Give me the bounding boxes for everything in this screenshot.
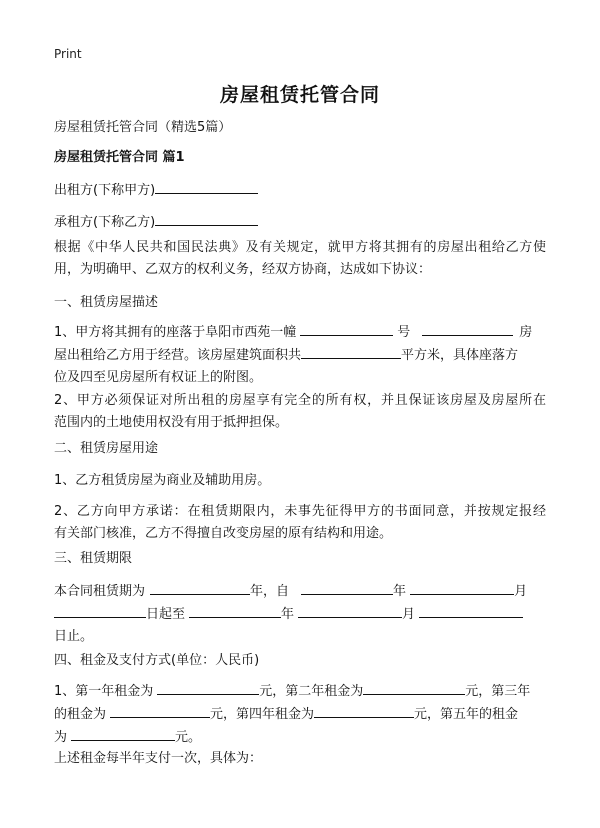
rent-text-third: 元，第三年 [465,684,531,699]
lease-term-line-1 [54,580,546,603]
clause-1-2-line-1: 2、甲方必须保证对所出租的房屋享有完全的所有权，并且保证该房屋及房屋所在 [54,393,546,408]
room-blank [422,321,513,336]
term-years-blank [150,580,250,595]
rent-line-3 [54,726,546,749]
clause-1-1-text-c: 房 [519,325,533,340]
clause-1-2-line-2: 范围内的土地使用权没有用于抵押担保。 [54,415,289,430]
year-2-rent-blank [363,680,465,695]
rent-text-c: 为 [54,730,68,745]
intro-paragraph [54,237,546,281]
rent-text-b: 的租金为 [54,707,107,722]
lease-term-month: 月 [514,584,528,599]
payment-terms: 上述租金每半年支付一次，具体为： [54,751,263,766]
clause-1-1-text-a: 1、甲方将其拥有的座落于阜阳市西苑一幢 [54,325,297,340]
clause-1-1 [54,321,546,389]
clause-1-1-text-b: 号 [397,325,411,340]
section-1-heading: 一、租赁房屋描述 [54,295,159,310]
intro-line-2: 用，为明确甲、乙双方的权利义务，经双方协商，达成如下协议： [54,262,432,277]
rent-clause [54,680,546,749]
lease-term-year-2: 年 [393,584,407,599]
clause-2-2-line-2: 有关部门核准，乙方不得擅自改变房屋的原有结构和用途。 [54,526,393,541]
start-month-blank [410,580,514,595]
year-5-rent-blank [71,726,175,741]
start-day-blank [54,603,146,618]
part-heading: 房屋租赁托管合同 篇1 [54,150,185,165]
clause-2-2-line-1: 2、乙方向甲方承诺：在租赁期限内，未事先征得甲方的书面同意，并按规定报经 [54,504,546,519]
end-year-blank [189,603,281,618]
lease-term-from: ，自 [263,584,290,599]
lease-term-day-to: 日起至 [146,607,186,622]
clause-2-1: 1、乙方租赁房屋为商业及辅助用房。 [54,473,271,488]
clause-1-1-text-e: 平方米，具体座落方 [401,348,519,363]
lessee-label: 承租方(下称乙方) [54,215,156,230]
lease-term-year-3: 年 [281,607,295,622]
lease-term-line-2 [54,603,546,626]
lessor-label: 出租方(下称甲方) [54,183,156,198]
clause-1-1-line-3: 位及四至见房屋所有权证上的附图。 [54,370,263,385]
rent-text-a: 1、第一年租金为 [54,684,154,699]
lease-term-clause [54,580,546,648]
lessee-line [54,211,546,234]
end-day-blank [419,603,523,618]
year-1-rent-blank [157,680,259,695]
rent-text-second: 元，第二年租金为 [259,684,364,699]
clause-1-1-line-2 [54,344,546,367]
rent-text-fifth: 元，第五年的租金 [414,707,519,722]
lease-term-text-a: 本合同租赁期为 [54,584,146,599]
clause-1-1-text-d: 屋出租给乙方用于经营。该房屋建筑面积共 [54,348,302,363]
lease-term-line-3: 日止。 [54,629,94,644]
lease-term-month-2: 月 [402,607,416,622]
area-blank [301,344,401,359]
rent-line-2 [54,703,546,726]
clause-1-2 [54,390,546,434]
subtitle: 房屋租赁托管合同（精选5篇） [54,120,232,135]
year-4-rent-blank [314,703,414,718]
start-year-blank [301,580,393,595]
rent-line-1 [54,680,546,703]
rent-text-end: 元。 [175,730,202,745]
section-2-heading: 二、租赁房屋用途 [54,441,159,456]
end-month-blank [298,603,402,618]
clause-1-1-line-1 [54,321,546,344]
building-blank [300,321,393,336]
rent-text-fourth: 元，第四年租金为 [210,707,315,722]
lessee-blank [155,211,258,226]
print-link[interactable]: Print [54,47,82,61]
intro-line-1: 根据《中华人民共和国民法典》及有关规定，就甲方将其拥有的房屋出租给乙方使 [54,240,546,255]
section-3-heading: 三、租赁期限 [54,551,133,566]
lease-term-year: 年 [250,584,264,599]
lessor-line [54,179,546,202]
section-4-heading: 四、租金及支付方式(单位：人民币) [54,653,260,668]
document-title: 房屋租赁托管合同 [219,84,380,106]
clause-2-2 [54,501,546,545]
lessor-blank [155,179,258,194]
year-3-rent-blank [110,703,210,718]
